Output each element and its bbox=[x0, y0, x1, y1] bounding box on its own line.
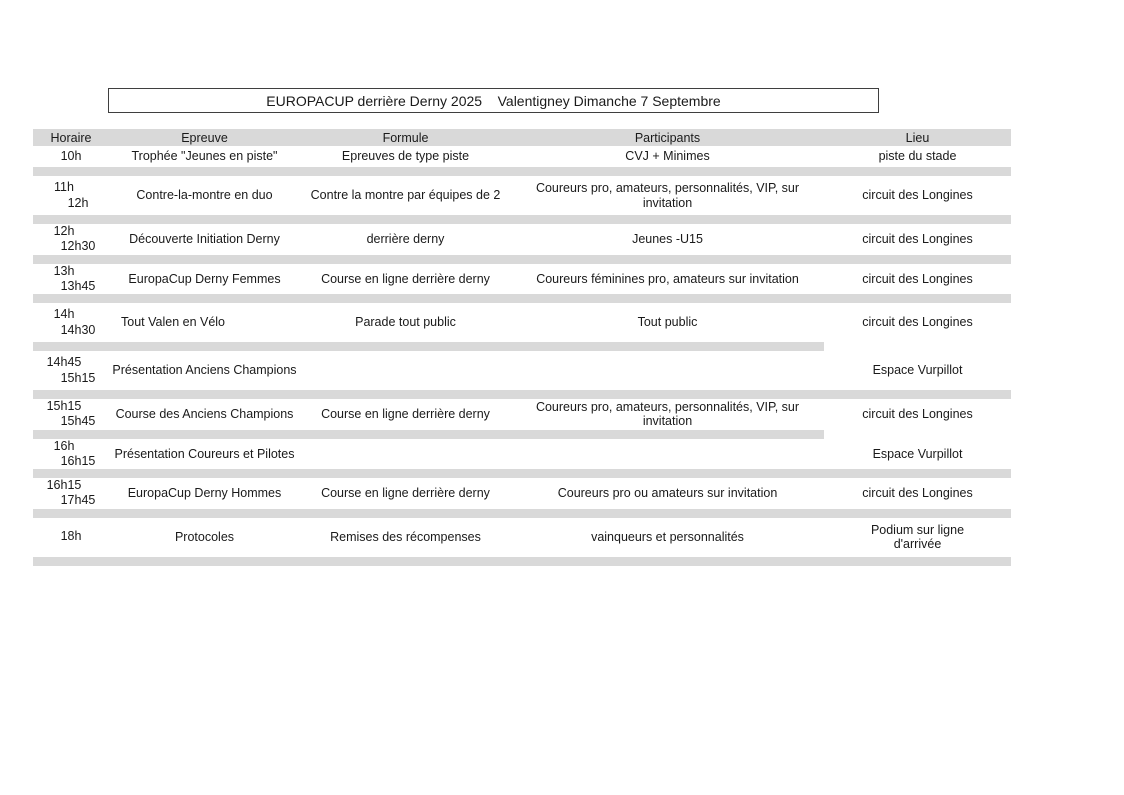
cell-participants: Coureurs pro, amateurs, personnalités, VIP, sur invitation bbox=[511, 176, 824, 215]
row-separator-cell bbox=[824, 215, 1011, 224]
row-separator-cell bbox=[300, 557, 511, 566]
column-header-formule: Formule bbox=[300, 129, 511, 146]
row-separator-cell bbox=[300, 294, 511, 303]
row-separator-cell bbox=[511, 294, 824, 303]
cell-horaire bbox=[33, 478, 109, 509]
time-range bbox=[33, 478, 109, 509]
cell-participants bbox=[511, 351, 824, 390]
time-range bbox=[33, 224, 109, 255]
cell-formule: Parade tout public bbox=[300, 303, 511, 342]
time-start: 18h bbox=[60, 529, 82, 544]
time-range bbox=[33, 149, 109, 164]
row-separator-band bbox=[33, 509, 1011, 518]
row-separator-cell bbox=[109, 390, 300, 399]
cell-participants bbox=[511, 439, 824, 470]
cell-horaire bbox=[33, 439, 109, 470]
time-range bbox=[33, 355, 109, 386]
row-separator-cell bbox=[511, 167, 824, 176]
time-end: 16h15 bbox=[60, 453, 96, 468]
row-separator-cell bbox=[300, 509, 511, 518]
cell-epreuve: Présentation Coureurs et Pilotes bbox=[109, 439, 300, 470]
cell-formule bbox=[300, 439, 511, 470]
row-separator-cell bbox=[33, 215, 109, 224]
row-separator-cell bbox=[824, 390, 1011, 399]
table-row bbox=[33, 224, 1011, 255]
cell-participants: vainqueurs et personnalités bbox=[511, 518, 824, 557]
row-separator-cell bbox=[824, 167, 1011, 176]
page-title: EUROPACUP derrière Derny 2025 Valentigney Dimanche 7 Septembre bbox=[266, 92, 721, 109]
row-separator-band bbox=[33, 557, 1011, 566]
cell-horaire bbox=[33, 224, 109, 255]
cell-lieu: circuit des Longines bbox=[824, 303, 1011, 342]
row-separator-cell bbox=[33, 509, 109, 518]
row-separator-cell bbox=[33, 342, 109, 351]
row-separator-cell bbox=[33, 294, 109, 303]
schedule-body bbox=[33, 146, 1011, 566]
cell-formule: Remises des récompenses bbox=[300, 518, 511, 557]
column-header-participants: Participants bbox=[511, 129, 824, 146]
row-separator-cell bbox=[824, 469, 1011, 478]
row-separator-cell bbox=[300, 215, 511, 224]
cell-lieu bbox=[824, 518, 1011, 557]
cell-formule: Course en ligne derrière derny bbox=[300, 264, 511, 295]
cell-lieu: circuit des Longines bbox=[824, 478, 1011, 509]
row-separator-cell bbox=[33, 469, 109, 478]
cell-lieu: piste du stade bbox=[824, 146, 1011, 167]
table-row bbox=[33, 351, 1011, 390]
cell-horaire bbox=[33, 176, 109, 215]
time-range bbox=[33, 180, 109, 211]
cell-formule: Course en ligne derrière derny bbox=[300, 399, 511, 430]
table-header-row bbox=[33, 129, 1011, 146]
time-end: 17h45 bbox=[60, 493, 96, 508]
row-separator-cell bbox=[109, 469, 300, 478]
time-start: 16h bbox=[53, 438, 75, 453]
time-range bbox=[33, 439, 109, 470]
row-separator-band bbox=[33, 294, 1011, 303]
row-separator-band bbox=[33, 215, 1011, 224]
cell-epreuve: EuropaCup Derny Hommes bbox=[109, 478, 300, 509]
row-separator-band bbox=[33, 255, 1011, 264]
cell-epreuve: Course des Anciens Champions bbox=[109, 399, 300, 430]
row-separator-cell bbox=[511, 430, 824, 439]
cell-epreuve: Présentation Anciens Champions bbox=[109, 351, 300, 390]
row-separator-cell bbox=[109, 294, 300, 303]
row-separator-cell bbox=[109, 255, 300, 264]
row-separator-band bbox=[33, 167, 1011, 176]
lieu-line-2: d'arrivée bbox=[893, 537, 942, 551]
time-range bbox=[33, 399, 109, 430]
time-start: 11h bbox=[54, 180, 74, 195]
cell-participants: Coureurs pro, amateurs, personnalités, VIP, sur invitation bbox=[511, 399, 824, 430]
time-end: 15h15 bbox=[60, 370, 96, 385]
time-end: 12h30 bbox=[60, 239, 96, 254]
row-separator-cell bbox=[109, 430, 300, 439]
time-range bbox=[33, 307, 109, 338]
cell-horaire bbox=[33, 518, 109, 557]
row-separator-cell bbox=[511, 557, 824, 566]
row-separator-cell bbox=[511, 469, 824, 478]
row-separator-cell bbox=[511, 255, 824, 264]
row-separator-cell bbox=[300, 342, 511, 351]
cell-formule: derrière derny bbox=[300, 224, 511, 255]
table-row bbox=[33, 399, 1011, 430]
table-row bbox=[33, 303, 1011, 342]
schedule-table bbox=[33, 129, 1011, 566]
time-end: 15h45 bbox=[60, 414, 96, 429]
cell-participants: CVJ + Minimes bbox=[511, 146, 824, 167]
event-title-box bbox=[108, 88, 879, 113]
time-start: 13h bbox=[53, 263, 75, 278]
cell-lieu: Espace Vurpillot bbox=[824, 351, 1011, 390]
cell-participants: Coureurs féminines pro, amateurs sur invitation bbox=[511, 264, 824, 295]
row-separator-cell bbox=[300, 469, 511, 478]
row-separator-cell bbox=[109, 509, 300, 518]
cell-formule: Epreuves de type piste bbox=[300, 146, 511, 167]
column-header-horaire: Horaire bbox=[33, 129, 109, 146]
time-start: 15h15 bbox=[46, 399, 82, 413]
cell-formule bbox=[300, 351, 511, 390]
time-start: 14h bbox=[53, 307, 75, 322]
row-separator-cell bbox=[300, 255, 511, 264]
cell-horaire bbox=[33, 303, 109, 342]
row-separator-cell bbox=[33, 167, 109, 176]
cell-epreuve: Protocoles bbox=[109, 518, 300, 557]
cell-formule: Contre la montre par équipes de 2 bbox=[300, 176, 511, 215]
row-separator-cell bbox=[511, 509, 824, 518]
cell-horaire bbox=[33, 264, 109, 295]
time-start: 16h15 bbox=[46, 478, 82, 492]
table-row bbox=[33, 146, 1011, 167]
time-range bbox=[33, 529, 109, 544]
table-row bbox=[33, 518, 1011, 557]
row-separator-cell bbox=[824, 509, 1011, 518]
table-row bbox=[33, 176, 1011, 215]
table-row bbox=[33, 264, 1011, 295]
row-separator-cell bbox=[824, 255, 1011, 264]
row-separator-cell bbox=[109, 342, 300, 351]
column-header-lieu: Lieu bbox=[824, 129, 1011, 146]
row-separator-cell bbox=[109, 557, 300, 566]
row-separator-band bbox=[33, 430, 1011, 439]
row-separator-cell bbox=[824, 342, 1011, 351]
time-end: 12h bbox=[67, 195, 89, 210]
cell-horaire bbox=[33, 146, 109, 167]
row-separator-cell bbox=[824, 430, 1011, 439]
cell-epreuve: Découverte Initiation Derny bbox=[109, 224, 300, 255]
time-start: 12h bbox=[53, 224, 75, 238]
cell-participants: Coureurs pro ou amateurs sur invitation bbox=[511, 478, 824, 509]
time-end: 13h45 bbox=[60, 278, 96, 293]
cell-participants: Jeunes -U15 bbox=[511, 224, 824, 255]
cell-epreuve: EuropaCup Derny Femmes bbox=[109, 264, 300, 295]
time-start: 14h45 bbox=[46, 355, 82, 370]
lieu-line-1: Podium sur ligne bbox=[870, 522, 965, 537]
row-separator-cell bbox=[824, 557, 1011, 566]
column-header-epreuve: Epreuve bbox=[109, 129, 300, 146]
cell-epreuve: Contre-la-montre en duo bbox=[109, 176, 300, 215]
table-row bbox=[33, 439, 1011, 470]
time-end: 14h30 bbox=[60, 322, 96, 337]
row-separator-band bbox=[33, 469, 1011, 478]
row-separator-cell bbox=[824, 294, 1011, 303]
time-start: 10h bbox=[60, 148, 82, 163]
cell-epreuve: Trophée "Jeunes en piste" bbox=[109, 146, 300, 167]
row-separator-cell bbox=[511, 342, 824, 351]
row-separator-cell bbox=[300, 390, 511, 399]
cell-lieu: Espace Vurpillot bbox=[824, 439, 1011, 470]
row-separator-cell bbox=[511, 390, 824, 399]
row-separator-cell bbox=[300, 430, 511, 439]
row-separator-cell bbox=[33, 557, 109, 566]
row-separator-cell bbox=[109, 215, 300, 224]
row-separator-band bbox=[33, 342, 1011, 351]
cell-horaire bbox=[33, 351, 109, 390]
row-separator-cell bbox=[109, 167, 300, 176]
row-separator-cell bbox=[33, 255, 109, 264]
row-separator-cell bbox=[511, 215, 824, 224]
row-separator-cell bbox=[33, 390, 109, 399]
cell-epreuve: Tout Valen en Vélo bbox=[109, 303, 300, 342]
row-separator-cell bbox=[300, 167, 511, 176]
row-separator-cell bbox=[33, 430, 109, 439]
cell-horaire bbox=[33, 399, 109, 430]
time-range bbox=[33, 264, 109, 295]
cell-participants: Tout public bbox=[511, 303, 824, 342]
cell-lieu: circuit des Longines bbox=[824, 224, 1011, 255]
cell-lieu: circuit des Longines bbox=[824, 264, 1011, 295]
cell-formule: Course en ligne derrière derny bbox=[300, 478, 511, 509]
cell-lieu: circuit des Longines bbox=[824, 176, 1011, 215]
cell-lieu: circuit des Longines bbox=[824, 399, 1011, 430]
table-row bbox=[33, 478, 1011, 509]
row-separator-band bbox=[33, 390, 1011, 399]
